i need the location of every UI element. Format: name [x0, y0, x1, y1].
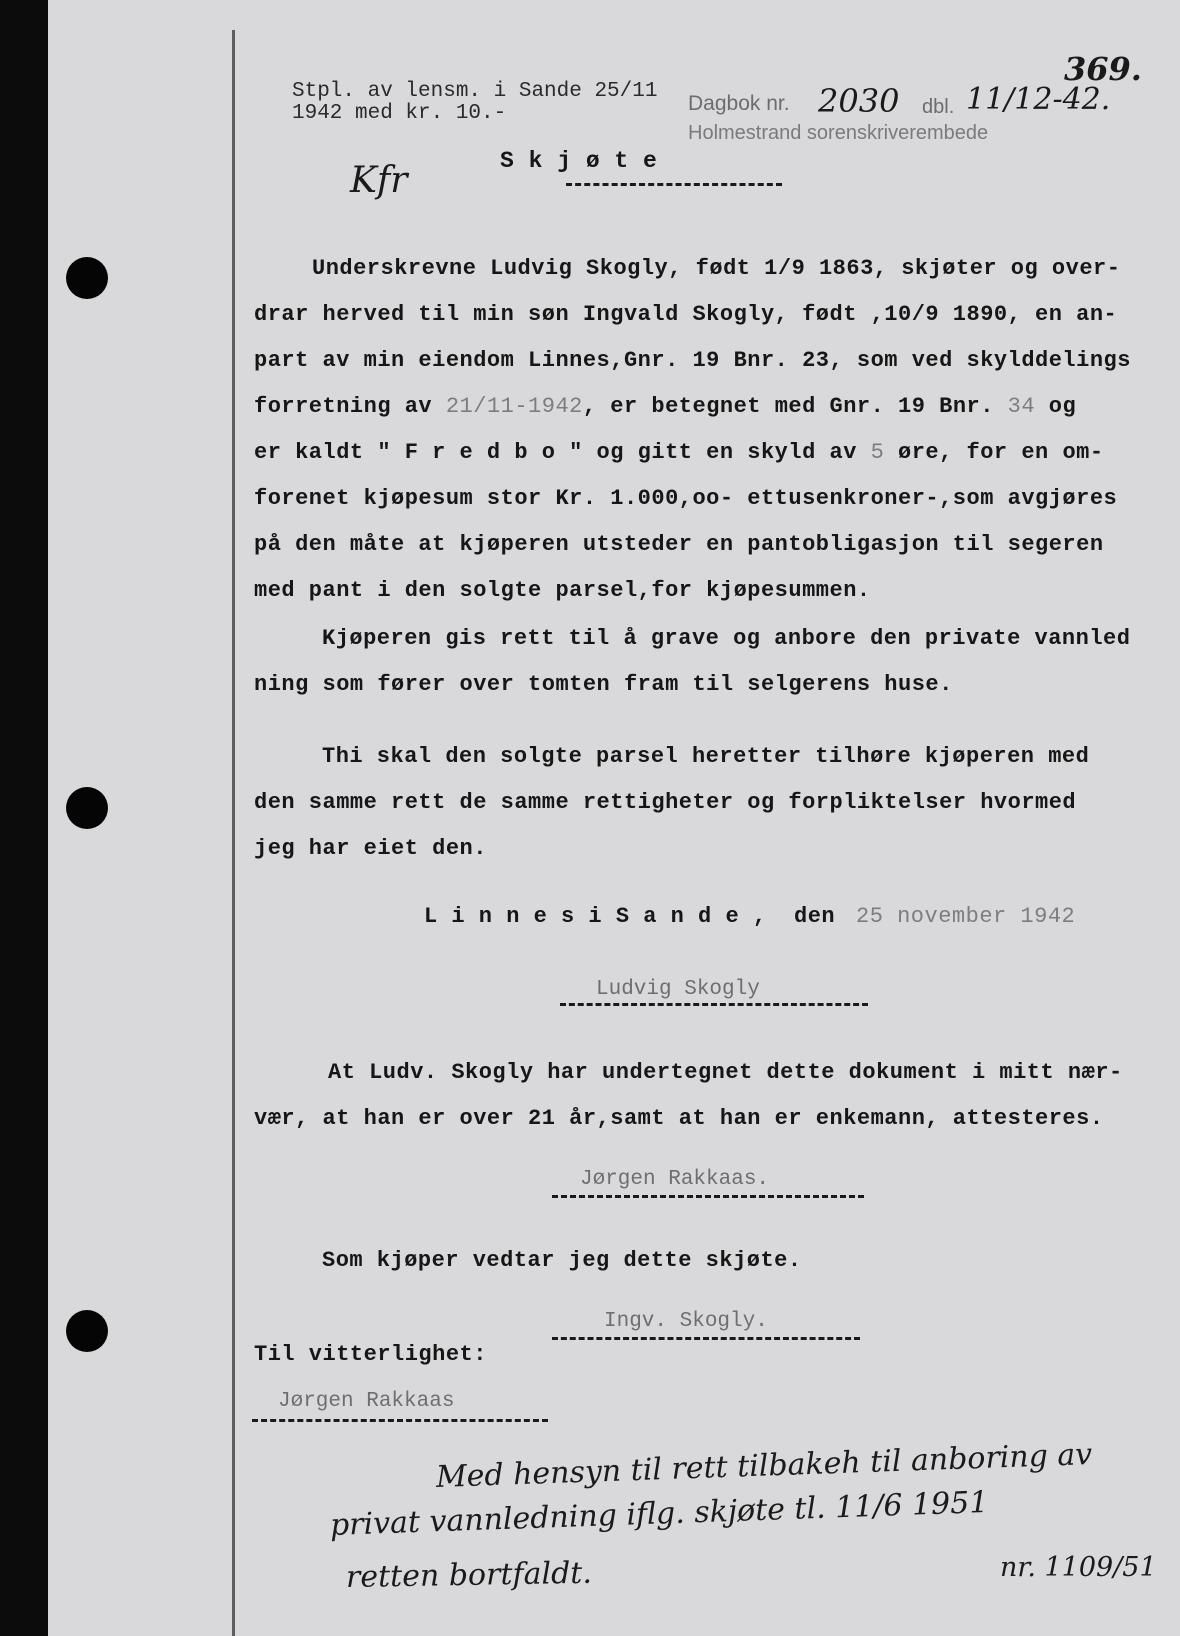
paragraph-line: ning som fører over tomten fram til selgerens huse. [254, 672, 953, 697]
paragraph-line: forretning av 21/11-1942, er betegnet med Gnr. 19 Bnr. 34 og [254, 394, 1077, 419]
handwritten-note-line: Med hensyn til rett tilbakeh til anboring av [435, 1437, 1093, 1495]
paragraph-line: Underskrevne Ludvig Skogly, født 1/9 1863, skjøter og over- [312, 256, 1121, 281]
page-number: 369. [1064, 50, 1142, 88]
document-title: S k j ø t e [500, 148, 658, 174]
paragraph-line: Thi skal den solgte parsel heretter tilhøre kjøperen med [322, 744, 1090, 769]
dagbok-number: 2030 [818, 82, 900, 120]
filled-skyld: 5 [870, 440, 885, 465]
signature-line [252, 1419, 548, 1422]
seller-signature: Ludvig Skogly [596, 978, 760, 1001]
date-prefix: den [794, 904, 836, 929]
date-label: dbl. [922, 96, 955, 118]
paragraph-line: den samme rett de samme rettigheter og forpliktelser hvormed [254, 790, 1077, 815]
buyer-statement: Som kjøper vedtar jeg dette skjøte. [322, 1248, 802, 1273]
signing-date: 25 november 1942 [856, 904, 1076, 929]
buyer-signature: Ingv. Skogly. [604, 1310, 768, 1333]
handwritten-note-line: retten bortfaldt. [345, 1555, 593, 1595]
binder-hole [66, 787, 108, 829]
margin-initials: Kfr [350, 160, 408, 201]
paragraph-line: forenet kjøpesum stor Kr. 1.000,oo- ettusenkroner-,som avgjøres [254, 486, 1118, 511]
title-underline [566, 183, 782, 186]
binder-hole [66, 1310, 108, 1352]
stamp-note-line: Stpl. av lensm. i Sande 25/11 [292, 80, 658, 103]
paragraph-line: drar herved til min søn Ingvald Skogly, født ,10/9 1890, en an- [254, 302, 1118, 327]
document-page [48, 0, 1180, 1636]
witness-signature: Jørgen Rakkaas [278, 1390, 455, 1413]
office-stamp: Holmestrand sorenskriverembede [688, 122, 989, 144]
place: L i n n e s i S a n d e , [424, 904, 767, 929]
signature-line [552, 1337, 860, 1340]
paragraph-line: er kaldt " F r e d b o " og gitt en skyld av 5 øre, for en om- [254, 440, 1104, 465]
witness-label: Til vitterlighet: [254, 1342, 487, 1367]
binder-hole [66, 257, 108, 299]
paragraph-line: part av min eiendom Linnes,Gnr. 19 Bnr. 23, som ved skylddelings [254, 348, 1131, 373]
paragraph-line: med pant i den solgte parsel,for kjøpesummen. [254, 578, 871, 603]
signature-line [560, 1003, 868, 1006]
paragraph-line: på den måte at kjøperen utsteder en pantobligasjon til segeren [254, 532, 1104, 557]
paragraph-line: jeg har eiet den. [254, 836, 487, 861]
attestation-line: At Ludv. Skogly har undertegnet dette dokument i mitt nær- [328, 1060, 1123, 1085]
attestation-line: vær, at han er over 21 år,samt at han er enkemann, attesteres. [254, 1106, 1104, 1131]
stamp-note-line: 1942 med kr. 10.- [292, 102, 507, 125]
signature-line [552, 1195, 864, 1198]
filled-date: 21/11-1942 [445, 394, 583, 419]
handwritten-reference: nr. 1109/51 [1000, 1552, 1157, 1583]
dagbok-label: Dagbok nr. [688, 92, 790, 115]
filled-bnr: 34 [1007, 394, 1036, 419]
handwritten-note-line: privat vannledning iflg. skjøte tl. 11/6 1951 [329, 1485, 989, 1543]
paragraph-line: Kjøperen gis rett til å grave og anbore den private vannled [322, 626, 1131, 651]
attestor-signature: Jørgen Rakkaas. [580, 1168, 770, 1191]
margin-line [232, 30, 235, 1636]
registration-date: 11/12-42. [966, 82, 1111, 117]
